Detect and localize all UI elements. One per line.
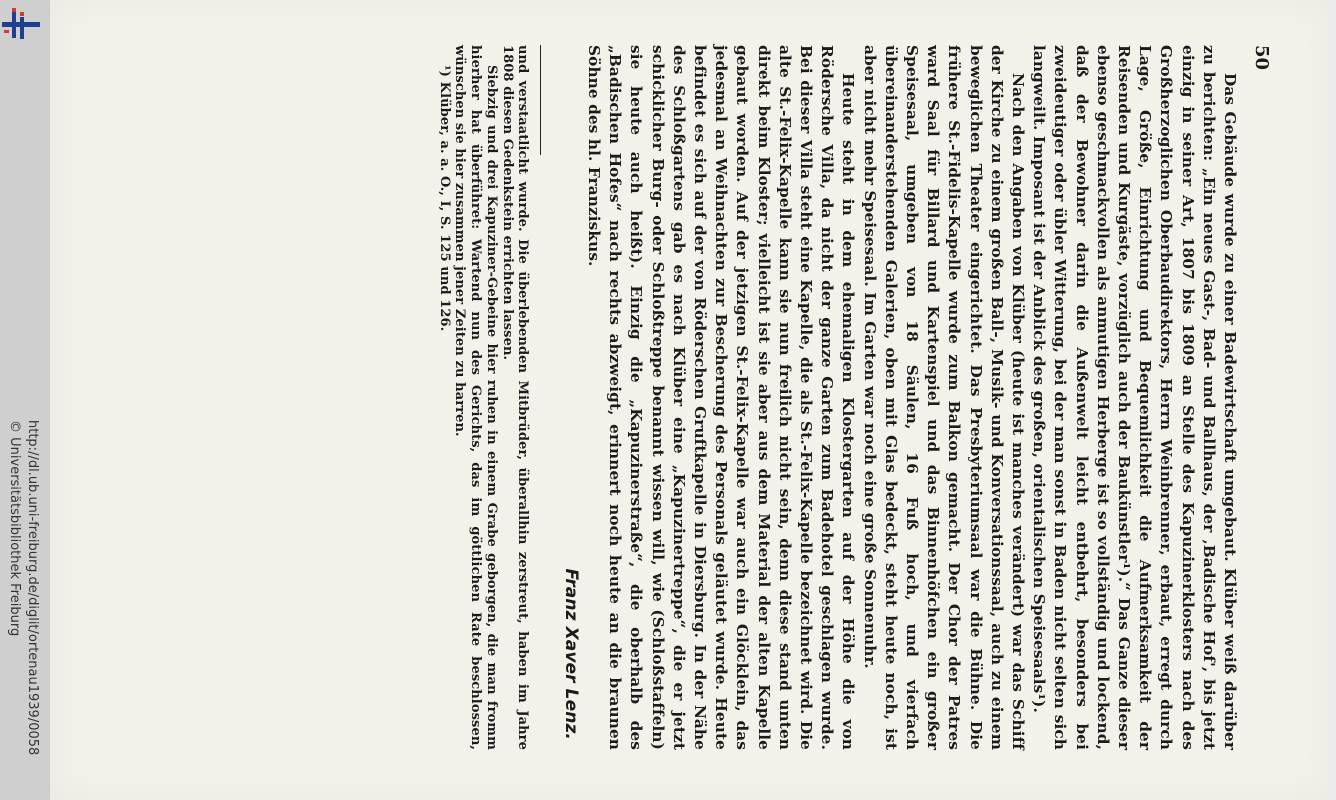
rotated-page-content <box>222 45 1272 775</box>
page-body <box>436 45 1240 750</box>
paragraph: Heute steht in dem ehemaligen Klostergarten auf der Höhe die von Rödersche Villa, da nicht der ganze Garten zum Badehotel geschlagen wurde. Bei dieser Villa steht eine Kapelle, die als St.-Felix-Kapelle bezeichnet wird. Die alte St.-Felix-Kapelle kann sie nun freilich nicht sein, denn diese stand unten direkt beim Kloster; vielleicht ist sie aber aus dem Material der alten Kapelle gebaut worden. Auf der jetzigen St.-Felix-Kapelle war auch ein Glöcklein, das jedesmal an Weihnachten zur Bescherung des Personals geläutet wurde. Heute befindet es sich auf der von Röderschen Gruftkapelle in Diersburg. In der Nähe des Schloßgartens gab es nach Klüber eine „Kapuzinertreppe“, die er jetzt schicklicher Burg- oder Schloßtreppe benannt wissen will, wie (Schloßstaffeln) sie heute auch heißt). Einzig die „Kapuzinerstraße“, die oberhalb des „Badischen Hofes“ nach rechts abzweigt, erinnert noch heute an die braunen Söhne des hl. Franziskus. <box>584 45 858 750</box>
source-url[interactable]: http://dl.ub.uni-freiburg.de/diglit/ortenau1939/0058 <box>25 420 40 756</box>
paragraph: Nach den Angaben von Klüber (heute ist manches verändert) war das Schiff der Kirche zu einem großen Ball-, Musik- und Konversationssaal, auch zu einem beweglichen Theater eingerichtet. Das Presbyteriumsaal war die Bühne. Die frühere St.-Fidelis-Kapelle wurde zum Balkon gemacht. Der Chor der Patres ward Saal für Billard und Kartenspiel und das Binnenhöfchen ein großer Speisesaal, umgeben von 18 Säulen, 16 Fuß hoch, und vierfach übereinanderstehenden Galerien, oben mit Glas bedeckt, steht heute noch, ist aber nicht mehr Speisesaal. Im Garten war noch eine große Sonnenuhr. <box>860 45 1027 750</box>
page-number: 50 <box>1251 45 1272 71</box>
sidebar-credits <box>4 420 48 800</box>
left-margin <box>0 0 50 800</box>
footnote: ¹) Klüber, a. a. O., I, S. 125 und 126. <box>436 65 452 332</box>
copyright-notice: © Universitätsbibliothek Freiburg <box>7 420 22 637</box>
footnote: Siebzig und drei Kapuziner-Gebeine hier ruhen in einem Grabe geborgen, die man fromm hierher hat überführet: Wartend nun des Gerichts, das im göttlichen Rate beschlossen, wünschen sie hier zusammen jener Zeiten zu harren. <box>452 45 499 750</box>
paragraph: Das Gebäude wurde zu einer Badewirtschaft umgebaut. Klüber weiß darüber zu berichten: „Ein neues Gast-, Bad- und Ballhaus, der ‚Badische Hof', bis jetzt einzig in seiner Art, 1807 bis 1809 an Stelle des Kapuzinerklosters nach des Großherzoglichen Oberbaudirektors, Herrn Weinbrenner, erbaut, erregt durch Lage, Größe, Einrichtung und Bequemlichkeit die Aufmerksamkeit der Reisenden und Kurgäste, vorzüglich auch der Baukünstler¹).“ Das Ganze dieser ebenso geschmackvollen als anmutigen Herberge ist so vollständig und lockend, daß der Bewohner darin die Außenwelt leicht entbehrt, besonders bei zweideutiger oder übler Witterung, bei der man sonst in Baden nicht selten sich langweilt. Imposant ist der Anblick des großen, orientalischen Speisesaals¹). <box>1030 45 1239 750</box>
page-edge <box>1328 0 1336 800</box>
author-signature: Franz Xaver Lenz. <box>560 568 581 740</box>
footnote: und verstaatlicht wurde. Die überlebenden Mitbrüder, überallhin zerstreut, haben im Jahre 1808 diesen Gedenkstein errichten lassen. <box>499 45 531 750</box>
footnotes <box>436 45 531 750</box>
library-logo-icon <box>2 8 42 42</box>
footnote-divider <box>541 45 542 155</box>
